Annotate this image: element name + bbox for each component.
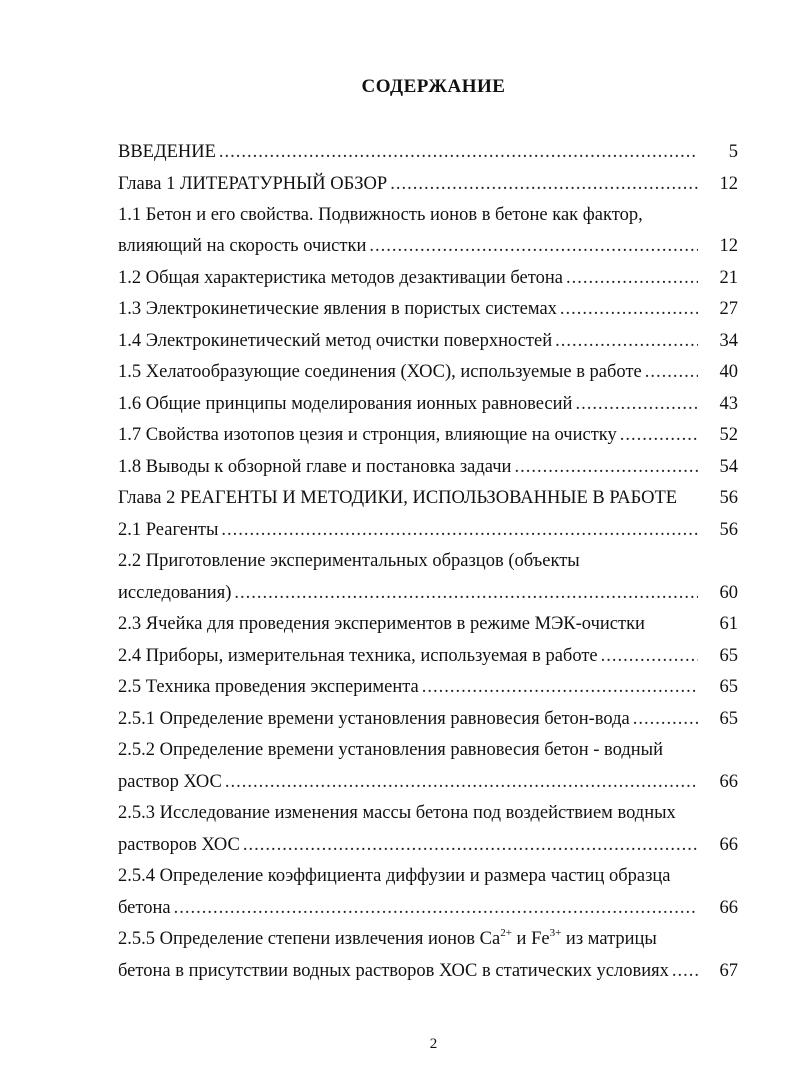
toc-page-number: 66 — [719, 772, 738, 792]
toc-entry-text: 1.3 Электрокинетические явления в пористых системах — [118, 299, 557, 319]
toc-page-number: 56 — [719, 488, 738, 508]
toc-entry-chapter-2 — [118, 486, 738, 510]
dot-leader — [575, 392, 698, 416]
toc-entry-text: 1.7 Свойства изотопов цезия и стронция, влияющие на очистку — [118, 425, 617, 445]
toc-entry-1-1 — [118, 234, 738, 258]
toc-entry-2-3 — [118, 612, 738, 636]
toc-entry-1-1-first-line: 1.1 Бетон и его свойства. Подвижность ионов в бетоне как фактор, — [118, 205, 643, 225]
toc-entry-2-5-5 — [118, 959, 738, 983]
toc-page-number: 34 — [719, 331, 738, 351]
dot-leader — [514, 455, 698, 479]
toc-entry-1-6 — [118, 392, 738, 416]
dot-leader — [234, 581, 698, 605]
toc-entry-text: 2.1 Реагенты — [118, 520, 219, 540]
dot-leader — [390, 172, 698, 196]
dot-leader — [369, 234, 698, 258]
toc-page-number: 66 — [719, 898, 738, 918]
toc-entry-2-5-3 — [118, 833, 738, 857]
toc-entry-text: бетона — [118, 898, 171, 918]
page-title: СОДЕРЖАНИЕ — [361, 76, 506, 97]
toc-entry-text: исследования) — [118, 583, 232, 603]
dot-leader — [633, 707, 698, 731]
toc-entry-1-7 — [118, 423, 738, 447]
dot-leader — [243, 833, 698, 857]
toc-entry-2-2-first-line: 2.2 Приготовление экспериментальных образцов (объекты — [118, 551, 580, 571]
toc-page-number: 27 — [719, 299, 738, 319]
toc-entry-2-5-2 — [118, 770, 738, 794]
toc-entry-text: 2.3 Ячейка для проведения экспериментов в режиме МЭК-очистки — [118, 614, 645, 634]
superscript-charge: 3+ — [549, 926, 562, 939]
toc-entry-2-2 — [118, 581, 738, 605]
toc-entry-text: влияющий на скорость очистки — [118, 236, 367, 256]
toc-entry-2-5-4-first-line: 2.5.4 Определение коэффициента диффузии и размера частиц образца — [118, 866, 671, 886]
dot-leader — [645, 360, 698, 384]
toc-entry-2-5-4 — [118, 896, 738, 920]
toc-entry-text: 1.6 Общие принципы моделирования ионных равновесий — [118, 394, 573, 414]
toc-page-number: 54 — [719, 457, 738, 477]
dot-leader — [601, 644, 698, 668]
toc-entry-2-5-3-first-line: 2.5.3 Исследование изменения массы бетона под воздействием водных — [118, 803, 676, 823]
toc-entry-2-5-1 — [118, 707, 738, 731]
toc-entry-1-3 — [118, 297, 738, 321]
toc-entry-1-4 — [118, 329, 738, 353]
toc-entry-chapter-1 — [118, 172, 738, 196]
toc-page-number: 40 — [719, 362, 738, 382]
toc-entry-text: Глава 2 РЕАГЕНТЫ И МЕТОДИКИ, ИСПОЛЬЗОВАННЫЕ В РАБОТЕ — [118, 488, 678, 508]
toc-page-number: 12 — [719, 236, 738, 256]
dot-leader — [225, 770, 698, 794]
toc-page-number: 61 — [719, 614, 738, 634]
dot-leader — [422, 675, 698, 699]
toc-page-number: 12 — [719, 174, 738, 194]
toc-entry-text: 2.5 Техника проведения эксперимента — [118, 677, 419, 697]
dot-leader — [566, 266, 698, 290]
toc-entry-1-5 — [118, 360, 738, 384]
toc-entry-introduction — [118, 140, 738, 164]
toc-page-number: 65 — [719, 709, 738, 729]
toc-page-number: 5 — [728, 142, 738, 162]
superscript-charge: 2+ — [500, 926, 512, 939]
toc-entry-text: 1.4 Электрокинетический метод очистки поверхностей — [118, 331, 553, 351]
dot-leader — [620, 423, 698, 447]
toc-entry-text: 1.2 Общая характеристика методов дезактивации бетона — [118, 268, 563, 288]
toc-entry-2-5-2-first-line: 2.5.2 Определение времени установления равновесия бетон - водный — [118, 740, 663, 760]
toc-page-number: 65 — [719, 646, 738, 666]
toc-entry-1-8 — [118, 455, 738, 479]
dot-leader — [219, 140, 698, 164]
toc-entry-text: бетона в присутствии водных растворов ХОС в статических условиях — [118, 961, 669, 981]
toc-entry-2-5 — [118, 675, 738, 699]
toc-entry-2-1 — [118, 518, 738, 542]
dot-leader — [672, 959, 698, 983]
toc-entry-text: ВВЕДЕНИЕ — [118, 142, 216, 162]
dot-leader — [221, 518, 698, 542]
toc-page-number: 65 — [719, 677, 738, 697]
dot-leader — [174, 896, 698, 920]
toc-entry-text: Глава 1 ЛИТЕРАТУРНЫЙ ОБЗОР — [118, 174, 388, 194]
toc-entry-text: 2.4 Приборы, измерительная техника, используемая в работе — [118, 646, 598, 666]
toc-page-number: 56 — [719, 520, 738, 540]
page-number: 2 — [429, 1036, 438, 1052]
toc-entry-2-5-5-first-line: 2.5.5 Определение степени извлечения ионов $Ca^{2+}$ и $Fe^{3+}$ из матрицы — [118, 926, 657, 949]
toc-entry-1-2 — [118, 266, 738, 290]
toc-page-number: 67 — [719, 961, 738, 981]
toc-entry-text: 1.5 Хелатообразующие соединения (ХОС), используемые в работе — [118, 362, 642, 382]
toc-page-number: 43 — [719, 394, 738, 414]
toc-entry-text: 2.5.1 Определение времени установления равновесия бетон-вода — [118, 709, 630, 729]
toc-entry-text: растворов ХОС — [118, 835, 240, 855]
toc-entry-2-4 — [118, 644, 738, 668]
toc-entry-text: раствор ХОС — [118, 772, 222, 792]
toc-page-number: 52 — [719, 425, 738, 445]
toc-page-number: 66 — [719, 835, 738, 855]
dot-leader — [560, 297, 698, 321]
toc-page-number: 60 — [719, 583, 738, 603]
toc-page-number: 21 — [719, 268, 738, 288]
toc-entry-text: 1.8 Выводы к обзорной главе и постановка задачи — [118, 457, 512, 477]
dot-leader — [555, 329, 698, 353]
